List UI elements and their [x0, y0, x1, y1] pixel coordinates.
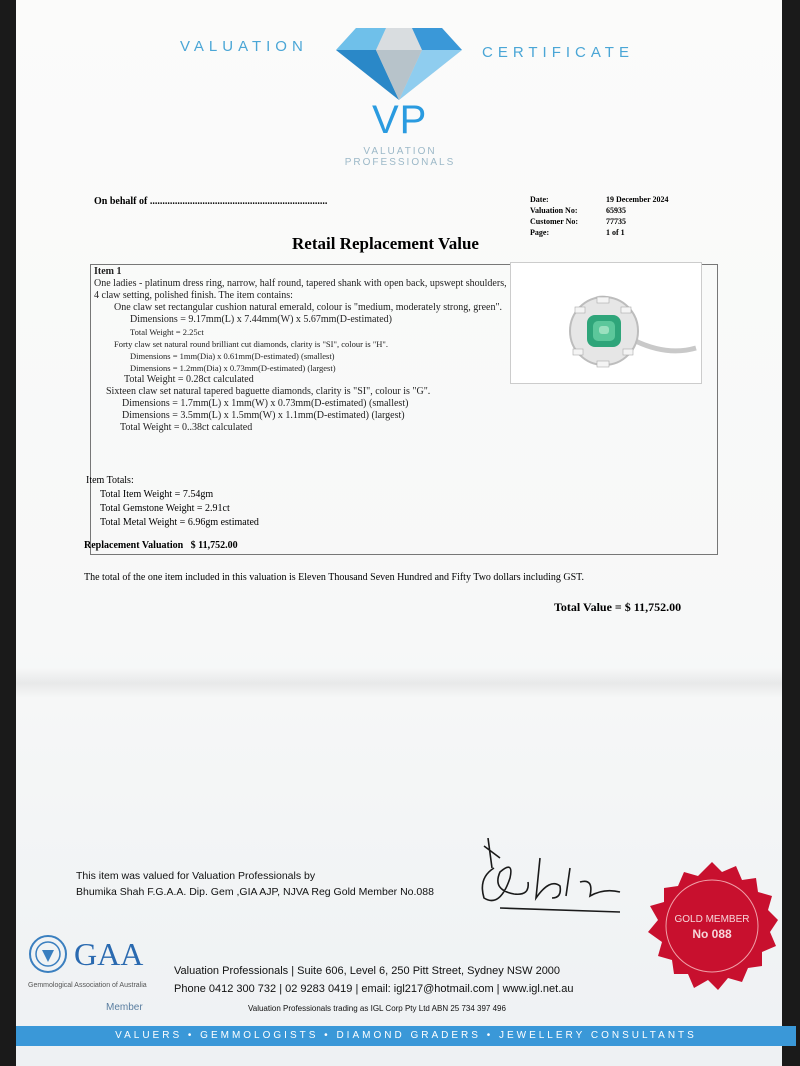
- rbc-weight: Total Weight = 0.28ct calculated: [124, 374, 254, 385]
- seal-line2: No 088: [692, 927, 732, 941]
- rbc-desc: Forty claw set natural round brilliant cut diamonds, clarity is "SI", colour is "H".: [114, 339, 389, 349]
- trading-line: Valuation Professionals trading as IGL Corp Pty Ltd ABN 25 734 397 496: [248, 1004, 506, 1013]
- summary-line: The total of the one item included in this valuation is Eleven Thousand Seven Hundred and Fifty Two dollars including GST.: [84, 572, 585, 583]
- meta-label: Customer No:: [530, 217, 579, 226]
- totals-heading: Item Totals:: [86, 475, 134, 486]
- meta-label: Valuation No:: [530, 206, 578, 215]
- address-block: [174, 962, 574, 998]
- total-metal-weight: Total Metal Weight = 6.96gm estimated: [100, 517, 259, 528]
- ring-photo: [510, 262, 702, 384]
- gaa-name: GAA: [74, 935, 144, 972]
- total-value: Total Value = $ 11,752.00: [554, 600, 682, 614]
- valued-by: [76, 868, 434, 900]
- baguette-desc: Sixteen claw set natural tapered baguette diamonds, clarity is "SI", colour is "G".: [106, 386, 431, 397]
- meta-valuation-no: 65935: [606, 206, 626, 215]
- gaa-subtitle: Gemmological Association of Australia: [28, 982, 147, 989]
- total-gemstone-weight: Total Gemstone Weight = 2.91ct: [100, 503, 230, 514]
- footer-band: VALUERS • GEMMOLOGISTS • DIAMOND GRADERS • JEWELLERY CONSULTANTS: [16, 1026, 796, 1046]
- rbc-dim-largest: Dimensions = 1.2mm(Dia) x 0.73mm(D-estimated) (largest): [130, 363, 336, 373]
- total-item-weight: Total Item Weight = 7.54gm: [100, 489, 214, 500]
- valuation-meta: [530, 194, 669, 238]
- item-totals: [86, 474, 259, 530]
- signature: [470, 838, 640, 928]
- diamond-logo-icon: [336, 28, 462, 100]
- seal-line1: GOLD MEMBER: [674, 914, 750, 925]
- rbc-dim-smallest: Dimensions = 1mm(Dia) x 0.61mm(D-estimated) (smallest): [130, 351, 335, 361]
- baguette-dim-largest: Dimensions = 3.5mm(L) x 1.5mm(W) x 1.1mm(D-estimated) (largest): [122, 410, 405, 421]
- header-right-word: CERTIFICATE: [482, 44, 634, 61]
- gaa-member: Member: [106, 1002, 143, 1013]
- item-description: [94, 266, 508, 434]
- on-behalf-of: On behalf of .......................................................................: [94, 196, 328, 207]
- valued-by-line2: Bhumika Shah F.G.A.A. Dip. Gem ,GIA AJP, NJVA Reg Gold Member No.088: [76, 886, 434, 898]
- meta-label: Date:: [530, 195, 549, 204]
- emerald-weight: Total Weight = 2.25ct: [130, 327, 204, 337]
- paper-fold: [16, 668, 782, 698]
- item-heading: Item 1: [94, 266, 122, 277]
- vp-logo-subtitle: VALUATION PROFESSIONALS: [344, 146, 456, 168]
- address-line1: Valuation Professionals | Suite 606, Level 6, 250 Pitt Street, Sydney NSW 2000: [174, 965, 561, 977]
- meta-date: 19 December 2024: [606, 195, 669, 204]
- gaa-globe-icon: [28, 934, 68, 974]
- gold-member-seal-icon: [646, 862, 778, 994]
- header-left-word: VALUATION: [180, 38, 308, 55]
- baguette-dim-smallest: Dimensions = 1.7mm(L) x 1mm(W) x 0.73mm(D-estimated) (smallest): [122, 398, 409, 409]
- vp-logo-text: VP: [372, 98, 428, 142]
- address-line2: Phone 0412 300 732 | 02 9283 0419 | email: igl217@hotmail.com | www.igl.net.au: [174, 983, 574, 995]
- meta-label: Page:: [530, 228, 550, 237]
- valued-by-line1: This item was valued for Valuation Professionals by: [76, 870, 316, 882]
- emerald-desc: One claw set rectangular cushion natural emerald, colour is "medium, moderately strong, green".: [114, 302, 503, 313]
- emerald-ring-image: [511, 263, 701, 383]
- item-line: One ladies - platinum dress ring, narrow, half round, tapered shank with open back, upswept shoulders, 4 claw setting, polished finish. The item contains:: [94, 278, 507, 301]
- meta-customer-no: 77735: [606, 217, 626, 226]
- gaa-logo: [28, 934, 143, 974]
- emerald-dimensions: Dimensions = 9.17mm(L) x 7.44mm(W) x 5.67mm(D-estimated): [130, 314, 392, 325]
- baguette-weight: Total Weight = 0..38ct calculated: [120, 422, 253, 433]
- replacement-valuation: Replacement Valuation $ 11,752.00: [84, 540, 238, 551]
- meta-page: 1 of 1: [606, 228, 625, 237]
- page-title: Retail Replacement Value: [292, 234, 479, 253]
